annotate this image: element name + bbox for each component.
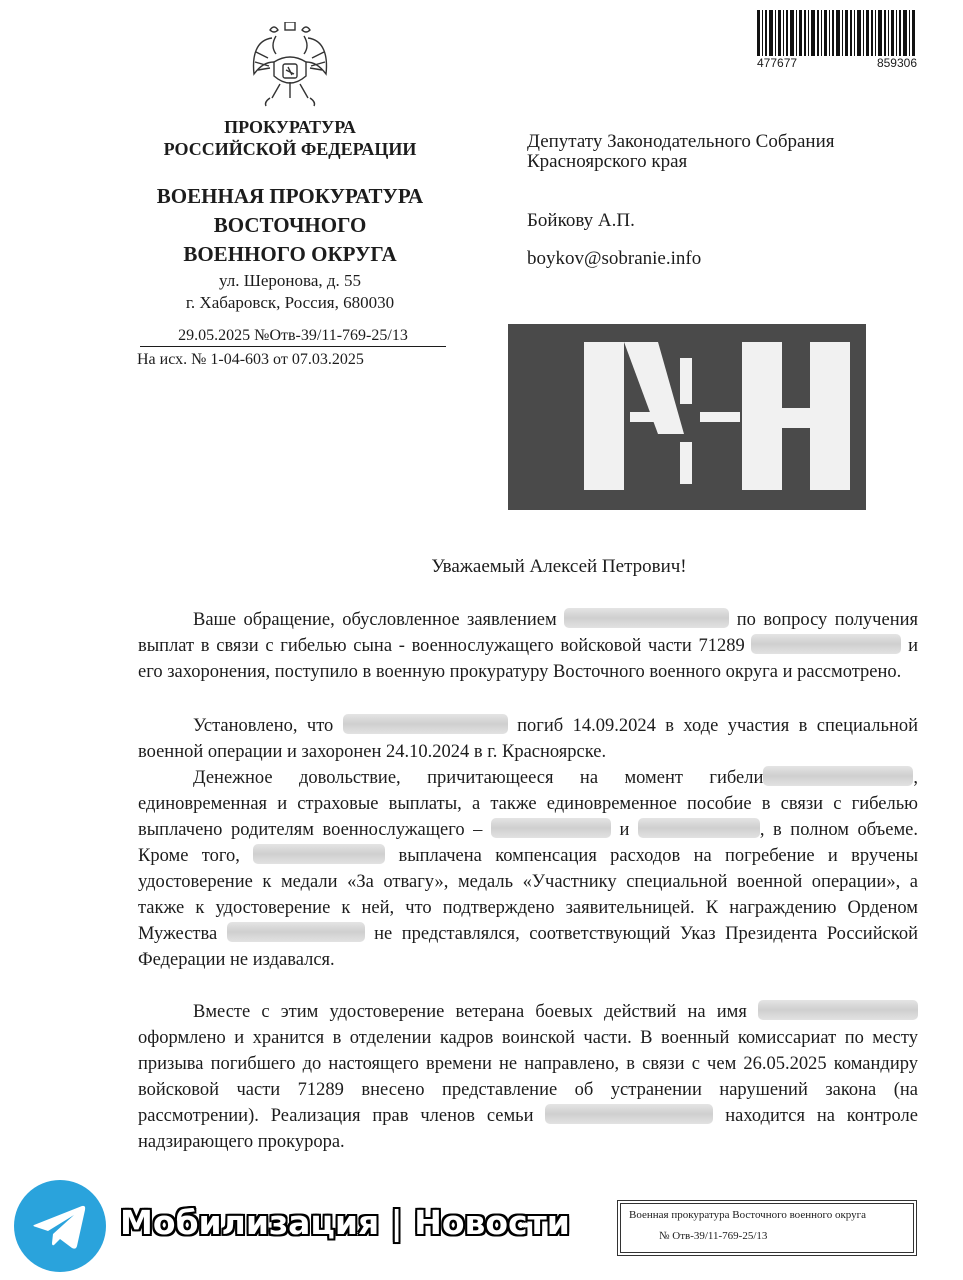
redacted-name xyxy=(758,1000,918,1020)
stamp-office: Военная прокуратура Восточного военного округа xyxy=(629,1209,867,1221)
redacted-name xyxy=(751,634,901,654)
recipient-name: Бойкову А.П. xyxy=(527,210,635,231)
registration-number: №Отв-39/11-769-25/13 xyxy=(254,327,408,344)
paragraph-1: Ваше обращение, обусловленное заявлением по вопросу получения выплат в связи с гибелью сына - военнослужащего войсковой части 71289 и его захоронения, поступило в военную прокуратуру Восточного военного округа и рассмотрено. xyxy=(138,610,919,682)
paragraph-3: Денежное довольствие, причитающееся на момент гибели , единовременная и страховые выплаты, а также единовременное пособие в связи с гибелью выплачено родителям военнослужащего – и , в полном объеме. Кроме того, выплачена компенсация расходов на погребение и вручены удостоверение к медали «За отвагу», медаль «Участнику специальной военной операции», а также к удостоверение к ней, что подтверждено заявительницей. К награждению Орденом Мужества не представлялся, соответствующий Указ Президента Российской Федерации не издавался. xyxy=(138,768,919,970)
redacted-name xyxy=(545,1104,713,1124)
redacted-name xyxy=(343,714,508,734)
redacted-name xyxy=(491,818,611,838)
redacted-name xyxy=(253,844,385,864)
coat-of-arms-icon xyxy=(250,22,330,108)
paragraph-2: Установлено, что погиб 14.09.2024 в ходе участия в специальной военной операции и захоронен 24.10.2024 в г. Красноярске. xyxy=(138,716,918,762)
channel-name: Мобилизация | Новости xyxy=(120,1203,570,1242)
office-address: ул. Шеронова, д. 55 г. Хабаровск, Россия, 680030 xyxy=(185,271,395,312)
redacted-name xyxy=(763,766,913,786)
registration-stamp xyxy=(620,1203,914,1253)
telegram-plane-icon xyxy=(14,1180,106,1272)
prosecutor-office-title: ПРОКУРАТУРА РОССИЙСКОЙ ФЕДЕРАЦИИ xyxy=(163,117,417,159)
telegram-logo xyxy=(14,1180,106,1272)
registration-line xyxy=(140,326,446,347)
salutation: Уважаемый Алексей Петрович! xyxy=(431,556,687,577)
paragraph-4: Вместе с этим удостоверение ветерана боевых действий на имя оформлено и хранится в отделении кадров воинской части. В военный комиссариат по месту призыва погибшего до настоящего времени не направлено, в связи с чем 26.05.2025 командиру войсковой части 71289 внесено представление об устранении нарушений закона (на рассмотрении). Реализация прав членов семьи находится на контроле надзирающего прокурора. xyxy=(138,1002,918,1152)
redacted-name xyxy=(564,608,729,628)
barcode-number: 477677 859306 xyxy=(757,56,917,70)
redacted-name xyxy=(227,922,365,942)
recipient-title: Депутату Законодательного Собрания Красноярского края xyxy=(527,131,835,172)
military-prosecutor-title: ВОЕННАЯ ПРОКУРАТУРА ВОСТОЧНОГО ВОЕННОГО ОКРУГА xyxy=(156,184,424,266)
barcode-icon xyxy=(757,10,917,56)
stamp-number: № Отв-39/11-769-25/13 xyxy=(659,1230,768,1242)
registration-date: 29.05.2025 xyxy=(178,327,251,344)
recipient-email: boykov@sobranie.info xyxy=(527,248,702,269)
in-reply-reference: На исх. № 1-04-603 от 07.03.2025 xyxy=(137,351,364,368)
mh-logo-icon xyxy=(508,324,866,510)
redacted-name xyxy=(638,818,760,838)
